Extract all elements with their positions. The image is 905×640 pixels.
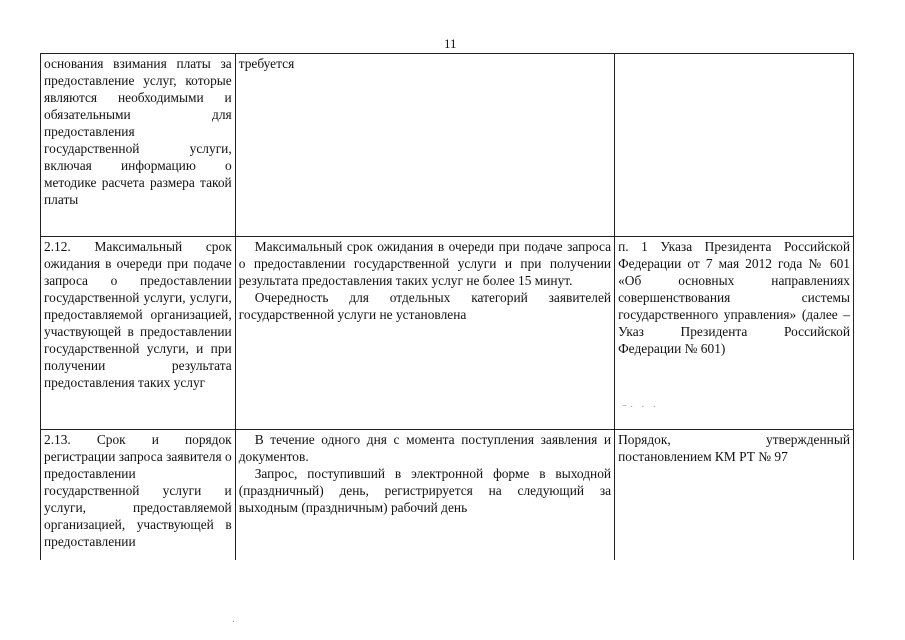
content-paragraph: Максимальный срок ожидания в очереди при подаче запроса о предоставлении государственной услуги и при получении результата предоставления таких услуг не более 15 минут. (238, 239, 612, 288)
content-paragraph: Очередность для отдельных категорий заявителей государственной услуги не установлена (238, 290, 612, 322)
regulation-table (40, 53, 854, 560)
table-row (41, 54, 854, 237)
scan-speck: ⁻ˑ ˑ ˑ (622, 403, 659, 414)
table-cell-content (235, 237, 614, 430)
scan-speck: ˑ (232, 618, 238, 629)
content-paragraph: требуется (238, 56, 295, 71)
table-cell-legal-basis: п. 1 Указа Президента Российской Федерации от 7 мая 2012 года № 601 «Об основных направлениях совершенствования системы государственного управления» (далее – Указ Президента Российской Федерации № 601) (615, 237, 854, 430)
content-paragraph: В течение одного дня с момента поступления заявления и документов. (238, 432, 612, 464)
table-cell-legal-basis (615, 54, 854, 237)
content-paragraph: Запрос, поступивший в электронной форме в выходной (праздничный) день, регистрируется на следующий за выходным (праздничным) рабочий день (238, 466, 612, 515)
table-row (41, 237, 854, 430)
table-row (41, 430, 854, 561)
table-cell-legal-basis: Порядок, утвержденный постановлением КМ РТ № 97 (615, 430, 854, 561)
table-cell-requirement: 2.13. Срок и порядок регистрации запроса заявителя о предоставлении государственной услуги и услуги, предоставляемой организацией, участвующей в предоставлении (41, 430, 236, 561)
table-cell-requirement: основания взимания платы за предоставление услуг, которые являются необходимыми и обязательными для предоставления государственной услуги, включая информацию о методике расчета размера такой платы (41, 54, 236, 237)
page-number: 11 (444, 36, 457, 51)
table-cell-requirement: 2.12. Максимальный срок ожидания в очереди при подаче запроса о предоставлении государственной услуги, услуги, предоставляемой организацией, участвующей в предоставлении государственной услуги, и при получении результата предоставления таких услуг (41, 237, 236, 430)
table-cell-content (235, 430, 614, 561)
table-cell-content (235, 54, 614, 237)
